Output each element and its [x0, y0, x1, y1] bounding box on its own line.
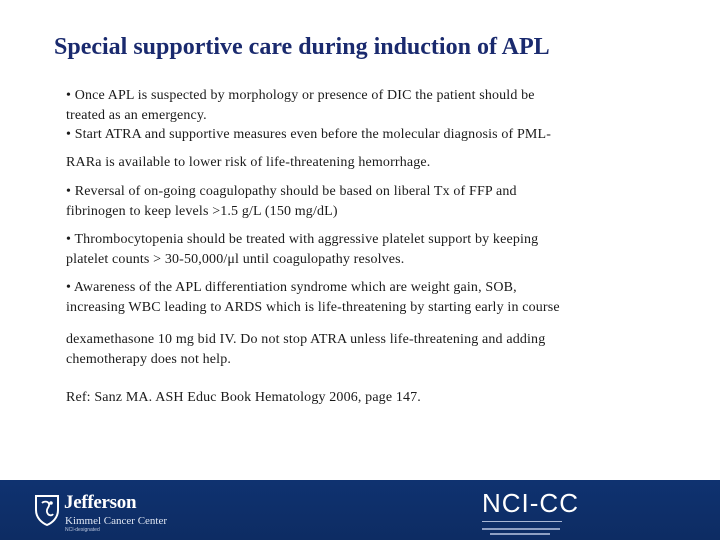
bullet-thrombocytopenia — [66, 230, 626, 269]
bullet-differentiation-syndrome — [66, 278, 626, 369]
bullet-coagulopathy — [66, 182, 626, 221]
bullet-line: RARa is available to lower risk of life-threatening hemorrhage. — [66, 154, 431, 170]
bullet-line: • Awareness of the APL differentiation syndrome which are weight gain, SOB, — [66, 280, 517, 295]
nci-mark: NCI-CC — [482, 488, 579, 518]
footer-bar — [0, 480, 720, 540]
bullet-line: • Once APL is suspected by morphology or presence of DIC the patient should be — [66, 88, 535, 103]
jefferson-logo — [34, 492, 174, 532]
bullet-start-atra — [66, 125, 626, 172]
nci-cc-logo — [482, 488, 579, 536]
shield-icon — [34, 494, 60, 526]
divider — [482, 521, 562, 522]
jefferson-subtitle: Kimmel Cancer Center — [65, 515, 168, 527]
bullet-emergency — [66, 86, 626, 125]
bullet-line: treated as an emergency. — [66, 107, 207, 123]
bullet-line: chemotherapy does not help. — [66, 351, 232, 367]
jefferson-name: Jefferson — [64, 492, 137, 513]
bullet-line: • Thrombocytopenia should be treated with aggressive platelet support by keeping — [66, 232, 539, 247]
bullet-line: fibrinogen to keep levels >1.5 g/L (150 mg/dL) — [66, 203, 338, 219]
bullet-line: platelet counts > 30-50,000/μl until coagulopathy resolves. — [66, 251, 405, 267]
jefferson-designation: NCI-designated — [65, 527, 100, 533]
slide-body — [66, 86, 626, 408]
nci-tagline — [490, 533, 550, 535]
bullet-line: dexamethasone 10 mg bid IV. Do not stop ATRA unless life-threatening and adding — [66, 332, 546, 347]
bullet-line: • Start ATRA and supportive measures even before the molecular diagnosis of PML- — [66, 127, 552, 142]
slide-title: Special supportive care during induction of APL — [54, 34, 550, 60]
reference-citation: Ref: Sanz MA. ASH Educ Book Hematology 2006, page 147. — [66, 390, 421, 405]
bullet-line: increasing WBC leading to ARDS which is life-threatening by starting early in course — [66, 299, 560, 315]
nci-tagline — [482, 528, 560, 530]
bullet-line: • Reversal of on-going coagulopathy should be based on liberal Tx of FFP and — [66, 184, 517, 199]
